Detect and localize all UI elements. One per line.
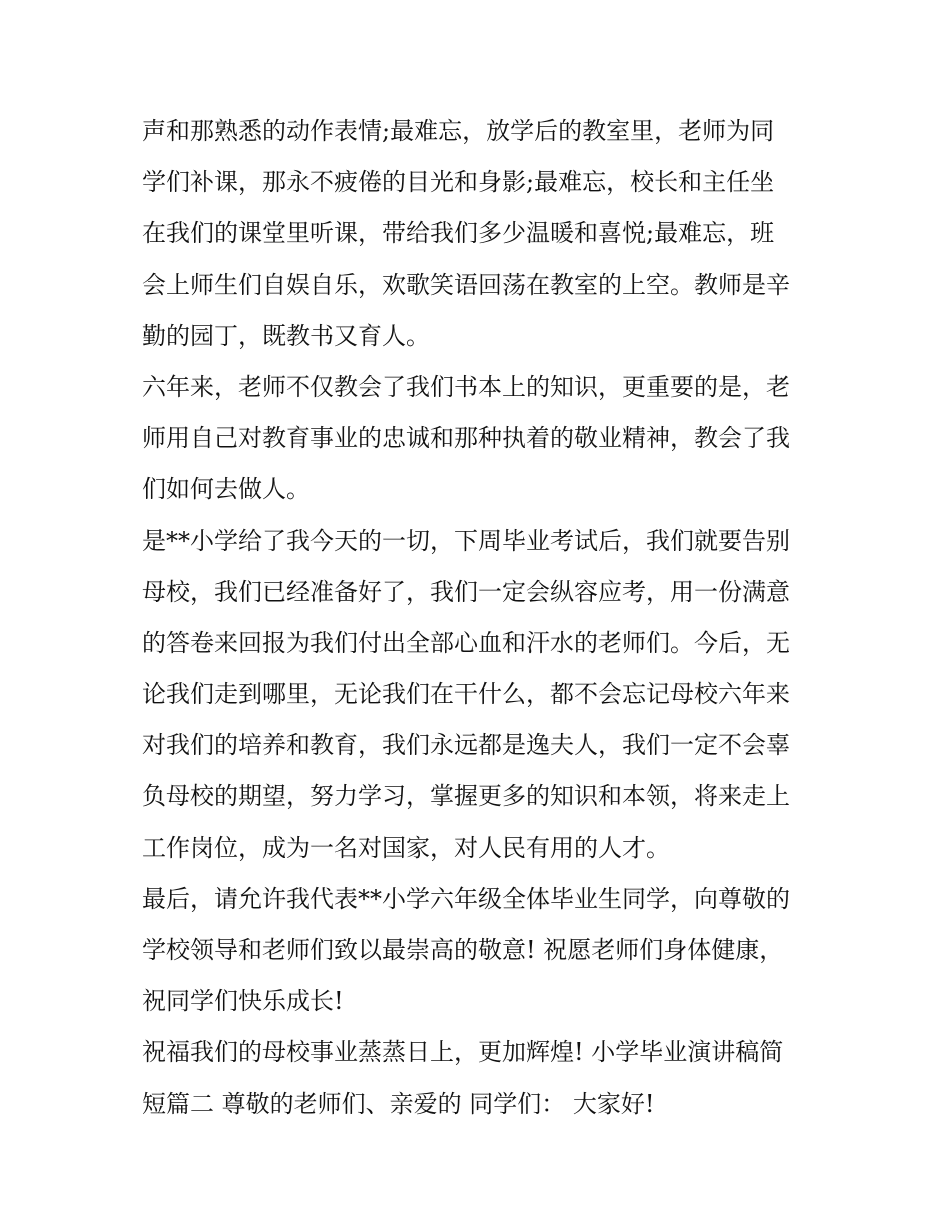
text-line: 会上师生们自娱自乐，欢歌笑语回荡在教室的上空。教师是辛 [142,270,790,299]
text-line: 声和那熟悉的动作表情;最难忘，放学后的教室里，老师为同 [142,117,775,145]
text-line: 对我们的培养和教育，我们永远都是逸夫人，我们一定不会辜 [142,731,790,760]
text-line: 勤的园丁，既教书又育人。 [142,321,430,350]
text-line: 们如何去做人。 [142,475,310,504]
text-line: 的答卷来回报为我们付出全部心血和汗水的老师们。今后，无 [142,628,790,657]
text-line: 工作岗位，成为一名对国家，对人民有用的人才。 [142,833,670,862]
text-line: 六年来，老师不仅教会了我们书本上的知识，更重要的是，老 [142,372,790,401]
text-line: 是**小学给了我今天的一切，下周毕业考试后，我们就要告别 [142,526,790,555]
text-line: 短篇二 尊敬的老师们、亲爱的 同学们： 大家好! [142,1089,655,1118]
text-line: 论我们走到哪里，无论我们在干什么，都不会忘记母校六年来 [142,680,790,709]
text-line: 学校领导和老师们致以最崇高的敬意! 祝愿老师们身体健康， [142,936,784,964]
text-line: 祝福我们的母校事业蒸蒸日上，更加辉煌! 小学毕业演讲稿简 [142,1038,784,1067]
text-line: 母校，我们已经准备好了，我们一定会纵容应考，用一份满意 [142,577,790,606]
text-line: 师用自己对教育事业的忠诚和那种执着的敬业精神，教会了我 [142,424,790,453]
document-body [142,106,814,1130]
text-line: 负母校的期望，努力学习，掌握更多的知识和本领，将来走上 [142,782,790,811]
text-line: 祝同学们快乐成长! [142,987,344,1016]
text-line: 最后，请允许我代表**小学六年级全体毕业生同学，向尊敬的 [142,884,790,913]
text-line: 学们补课，那永不疲倦的目光和身影;最难忘，校长和主任坐 [142,168,775,197]
text-line: 在我们的课堂里听课，带给我们多少温暖和喜悦;最难忘，班 [142,219,775,248]
